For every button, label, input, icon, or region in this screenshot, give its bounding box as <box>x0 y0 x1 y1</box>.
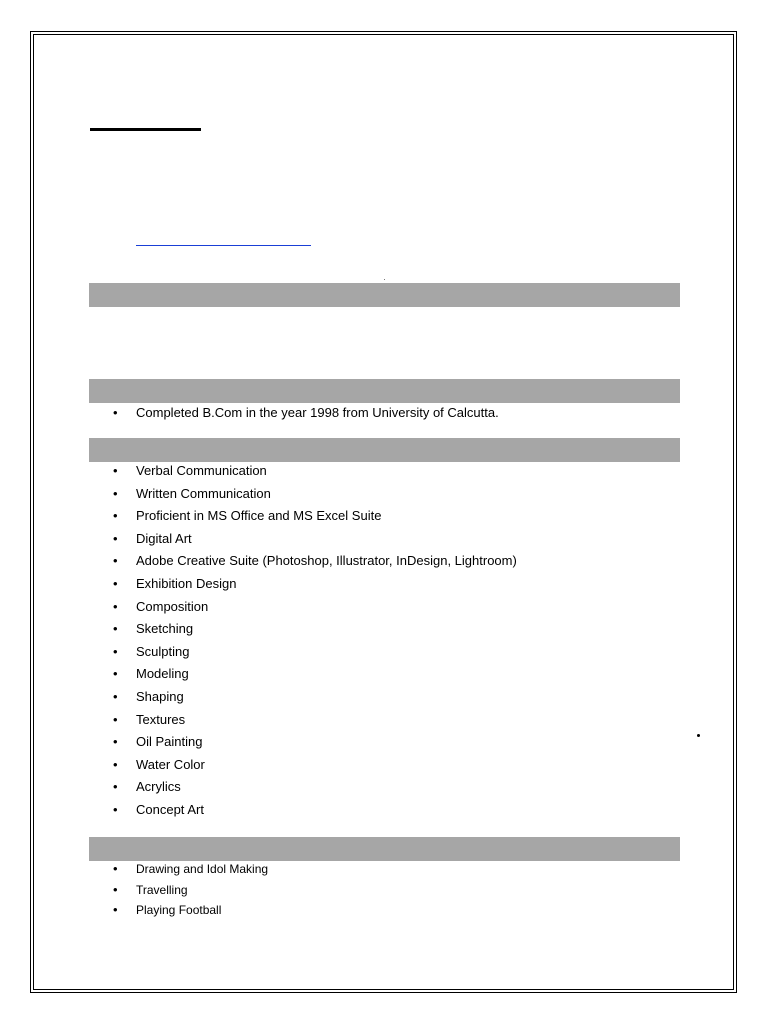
skill-item: Concept Art <box>136 801 204 817</box>
bullet-icon: • <box>113 643 118 659</box>
skill-item: Verbal Communication <box>136 463 267 478</box>
hobby-item: Playing Football <box>136 903 222 917</box>
education-list <box>110 402 499 425</box>
skill-item: Textures <box>136 711 186 727</box>
email-link-underline[interactable] <box>136 245 311 246</box>
list-item <box>110 460 517 483</box>
section-bar-skills <box>89 438 680 462</box>
hobby-item: Drawing and Idol Making <box>136 862 269 876</box>
hobbies-list <box>110 859 268 921</box>
skill-item: Digital Art <box>136 530 192 546</box>
bullet-icon: • <box>113 861 118 876</box>
list-item <box>110 483 517 506</box>
list-item <box>110 799 517 822</box>
education-item: Completed B.Com in the year 1998 from University of Calcutta. <box>136 405 499 420</box>
bullet-icon: • <box>113 598 118 614</box>
bullet-icon: • <box>113 734 118 750</box>
bullet-icon: • <box>113 688 118 704</box>
list-item <box>110 550 517 573</box>
bullet-icon: • <box>113 553 118 569</box>
list-item <box>110 900 268 921</box>
list-item <box>110 596 517 619</box>
list-item <box>110 776 517 799</box>
bullet-icon: • <box>113 575 118 591</box>
bullet-icon: • <box>113 902 118 917</box>
skill-item: Shaping <box>136 688 184 704</box>
bullet-icon: • <box>113 666 118 682</box>
name-underline <box>90 128 201 131</box>
bullet-icon: • <box>113 779 118 795</box>
skill-item: Water Color <box>136 756 205 772</box>
list-item <box>110 505 517 528</box>
list-item <box>110 663 517 686</box>
bullet-icon: • <box>113 485 118 501</box>
list-item <box>110 880 268 901</box>
skill-item: Adobe Creative Suite (Photoshop, Illustrator, InDesign, Lightroom) <box>136 553 517 569</box>
list-item <box>110 859 268 880</box>
section-bar-hobbies <box>89 837 680 861</box>
hobby-item: Travelling <box>136 882 188 897</box>
bullet-icon: • <box>113 405 118 420</box>
skill-item: Written Communication <box>136 485 271 501</box>
list-item <box>110 641 517 664</box>
bullet-icon: • <box>113 881 118 897</box>
list-item <box>110 709 517 732</box>
bullet-icon: • <box>113 621 118 637</box>
skill-item: Sketching <box>136 621 194 637</box>
skill-item: Composition <box>136 598 209 614</box>
bullet-icon: • <box>113 530 118 546</box>
bullet-icon: • <box>113 756 118 772</box>
skill-item: Oil Painting <box>136 734 203 750</box>
list-item <box>110 686 517 709</box>
bullet-icon: • <box>113 801 118 817</box>
stray-dot <box>697 734 700 737</box>
skill-item: Acrylics <box>136 779 181 795</box>
bullet-icon: • <box>113 508 118 524</box>
skill-item: Modeling <box>136 666 189 682</box>
list-item <box>110 754 517 777</box>
skill-item: Exhibition Design <box>136 575 237 591</box>
bullet-icon: • <box>113 463 118 478</box>
stray-mark <box>384 279 385 280</box>
list-item <box>110 402 499 425</box>
section-bar-education <box>89 379 680 403</box>
list-item <box>110 731 517 754</box>
bullet-icon: • <box>113 711 118 727</box>
skills-list <box>110 460 517 822</box>
list-item <box>110 618 517 641</box>
list-item <box>110 573 517 596</box>
skill-item: Proficient in MS Office and MS Excel Suite <box>136 508 382 524</box>
section-bar-objective <box>89 283 680 307</box>
list-item <box>110 528 517 551</box>
skill-item: Sculpting <box>136 643 190 659</box>
